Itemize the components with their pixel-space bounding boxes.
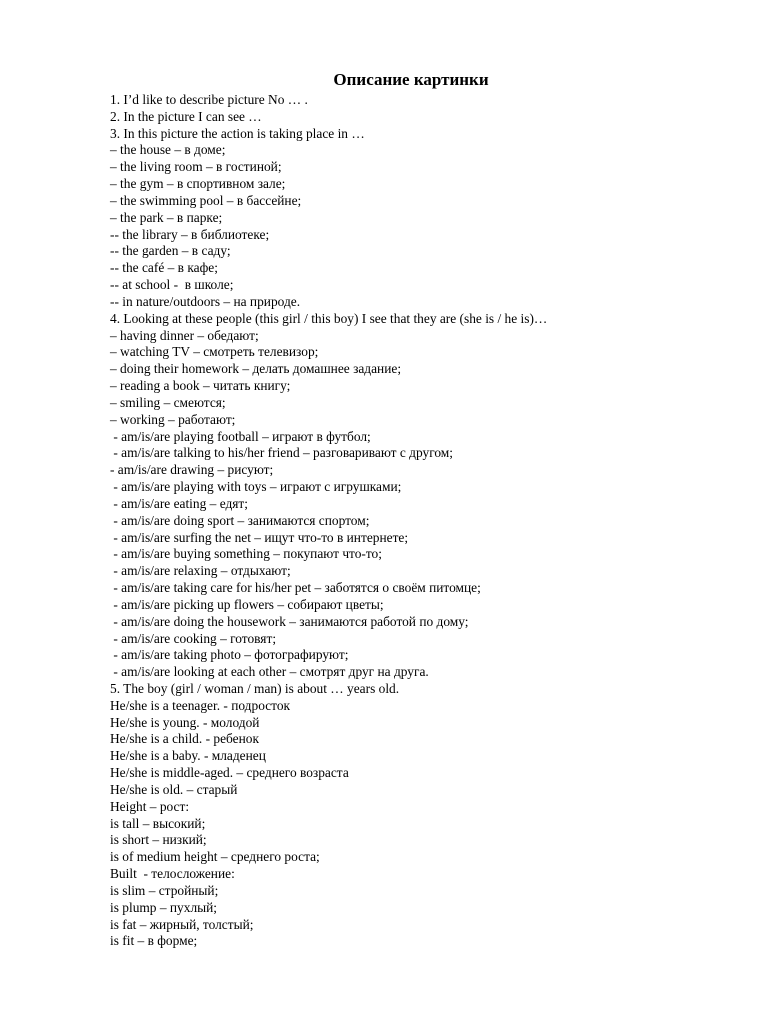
document-line: is plump – пухлый; bbox=[110, 899, 218, 915]
document-line: – the house – в доме; bbox=[110, 142, 226, 158]
document-line: – the living room – в гостиной; bbox=[110, 159, 282, 175]
document-line: - am/is/are doing the housework – занимаются работой по дому; bbox=[110, 613, 469, 629]
document-line: – the swimming pool – в бассейне; bbox=[110, 192, 302, 208]
document-line: Built - телосложение: bbox=[110, 866, 235, 882]
document-line: - am/is/are taking care for his/her pet – заботятся о своём питомце; bbox=[110, 580, 481, 596]
document-line: He/she is middle-aged. – среднего возраста bbox=[110, 765, 349, 781]
document-line: He/she is young. - молодой bbox=[110, 714, 260, 730]
document-lines bbox=[110, 92, 750, 950]
document-line: -- in nature/outdoors – на природе. bbox=[110, 293, 301, 309]
document-line: – working – работают; bbox=[110, 411, 236, 427]
document-line: - am/is/are looking at each other – смотрят друг на друга. bbox=[110, 664, 429, 680]
document-line: is fat – жирный, толстый; bbox=[110, 916, 254, 932]
document-line: - am/is/are doing sport – занимаются спортом; bbox=[110, 512, 370, 528]
document-line: - am/is/are cooking – готовят; bbox=[110, 630, 277, 646]
document-line: - am/is/are surfing the net – ищут что-то в интернете; bbox=[110, 529, 409, 545]
document-line: -- at school - в школе; bbox=[110, 277, 234, 293]
document-line: - am/is/are eating – едят; bbox=[110, 495, 248, 511]
document-line: 2. In the picture I can see … bbox=[110, 108, 262, 124]
document-line: 4. Looking at these people (this girl / this boy) I see that they are (she is / he is)… bbox=[110, 310, 548, 326]
document-line: He/she is a teenager. - подросток bbox=[110, 697, 291, 713]
document-line: -- the café – в кафе; bbox=[110, 260, 218, 276]
document-line: – doing their homework – делать домашнее задание; bbox=[110, 361, 402, 377]
document-line: He/she is a child. - ребенок bbox=[110, 731, 259, 747]
document-line: is of medium height – среднего роста; bbox=[110, 849, 320, 865]
document-line: Height – рост: bbox=[110, 798, 190, 814]
document-line: is slim – стройный; bbox=[110, 882, 219, 898]
document-line: is short – низкий; bbox=[110, 832, 207, 848]
document-line: - am/is/are drawing – рисуют; bbox=[110, 462, 274, 478]
document-line: - am/is/are playing football – играют в футбол; bbox=[110, 428, 371, 444]
document-line: -- the library – в библиотеке; bbox=[110, 226, 270, 242]
document-line: 5. The boy (girl / woman / man) is about … years old. bbox=[110, 680, 400, 696]
document-line: - am/is/are talking to his/her friend – разговаривают с другом; bbox=[110, 445, 453, 461]
document-line: - am/is/are taking photo – фотографируют; bbox=[110, 647, 349, 663]
document-line: is fit – в форме; bbox=[110, 933, 198, 949]
document-line: - am/is/are buying something – покупают что-то; bbox=[110, 546, 382, 562]
document-line: 1. I’d like to describe picture No … . bbox=[110, 92, 308, 107]
document-line: is tall – высокий; bbox=[110, 815, 206, 831]
document-line: - am/is/are playing with toys – играют с игрушками; bbox=[110, 479, 402, 495]
document-line: He/she is old. – старый bbox=[110, 781, 238, 797]
document-line: – smiling – смеются; bbox=[110, 394, 226, 410]
document-line: - am/is/are relaxing – отдыхают; bbox=[110, 563, 291, 579]
document-line: – reading a book – читать книгу; bbox=[110, 378, 291, 394]
document-line: – the park – в парке; bbox=[110, 209, 223, 225]
document-line: – having dinner – обедают; bbox=[110, 327, 259, 343]
document-line: – the gym – в спортивном зале; bbox=[110, 176, 286, 192]
document-line: – watching TV – смотреть телевизор; bbox=[110, 344, 319, 360]
document-line: 3. In this picture the action is taking place in … bbox=[110, 125, 365, 141]
document-line: He/she is a baby. - младенец bbox=[110, 748, 266, 764]
document-line: -- the garden – в саду; bbox=[110, 243, 231, 259]
document-line: - am/is/are picking up flowers – собирают цветы; bbox=[110, 596, 384, 612]
document-title: Описание картинки bbox=[333, 70, 489, 89]
